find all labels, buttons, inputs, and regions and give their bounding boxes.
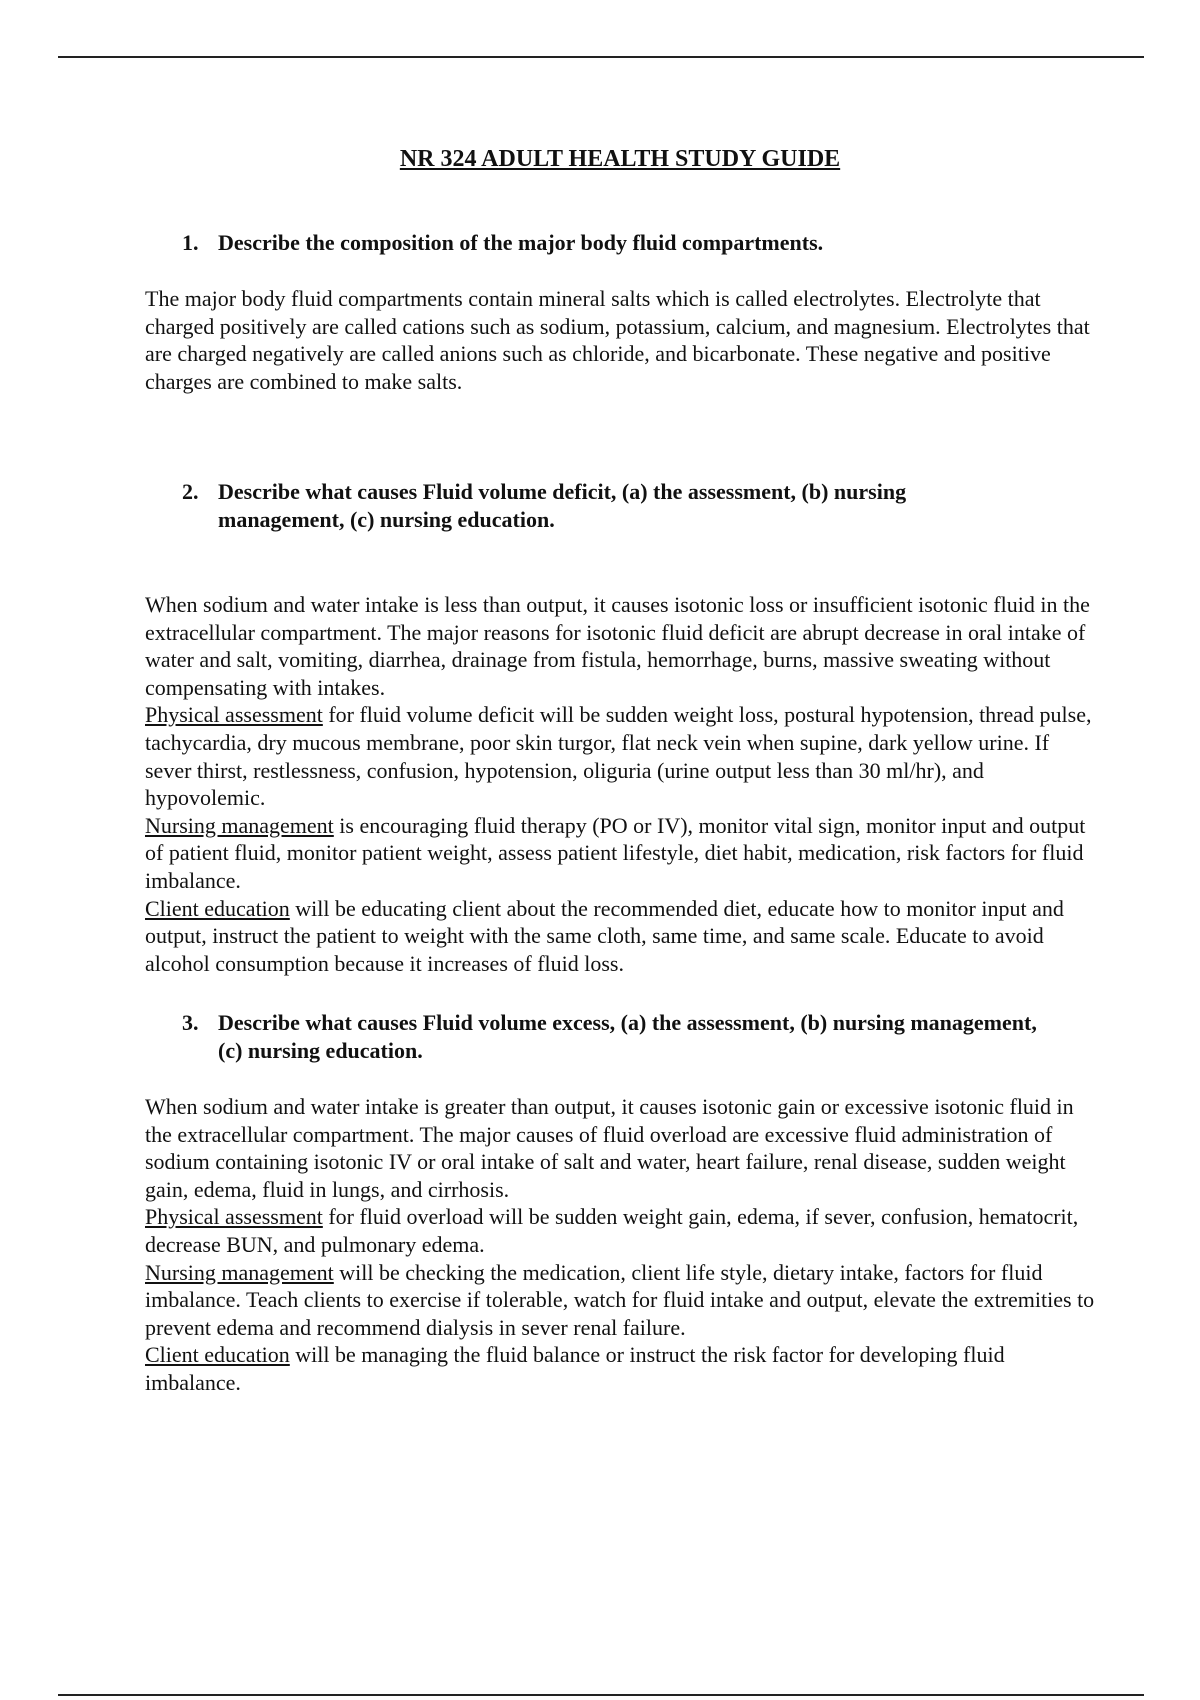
answer-2-physical xyxy=(145,701,1095,811)
question-2 xyxy=(182,478,1038,534)
nursing-management-text: is encouraging fluid therapy (PO or IV), monitor vital sign, monitor input and output of patient fluid, monitor patient weight, assess patient lifestyle, diet habit, medication, risk factors for fluid imbalance. xyxy=(145,812,1086,893)
bottom-rule xyxy=(58,1694,1144,1696)
physical-assessment-label: Physical assessment xyxy=(145,702,323,728)
physical-assessment-text: for fluid volume deficit will be sudden weight loss, postural hypotension, thread pulse, tachycardia, dry mucous membrane, poor skin turgor, flat neck vein when supine, dark yellow urine. If sever thirst, restlessness, confusion, hypotension, oliguria (urine output less than 30 ml/hr), and hypovolemic. xyxy=(145,702,1092,811)
client-education-label: Client education xyxy=(145,895,290,921)
answer-3-physical xyxy=(145,1203,1095,1258)
nursing-management-label: Nursing management xyxy=(145,1259,334,1285)
top-rule xyxy=(58,56,1144,58)
client-education-text: will be educating client about the recommended diet, educate how to monitor input and output, instruct the patient to weight with the same cloth, same time, and same scale. Educate to avoid alcohol consumption because it increases of fluid loss. xyxy=(145,895,1064,976)
nursing-management-label: Nursing management xyxy=(145,812,334,838)
answer-2-nursing xyxy=(145,812,1095,895)
question-3-text: Describe what causes Fluid volume excess, (a) the assessment, (b) nursing management, (c) nursing education. xyxy=(218,1010,1037,1063)
nursing-management-text: will be checking the medication, client life style, dietary intake, factors for fluid imbalance. Teach clients to exercise if tolerable, watch for fluid intake and output, elevate the extremities to prevent edema and recommend dialysis in sever renal failure. xyxy=(145,1259,1095,1340)
question-1-number: 1. xyxy=(182,230,199,255)
question-3 xyxy=(182,1009,1038,1065)
page-title: NR 324 ADULT HEALTH STUDY GUIDE xyxy=(399,146,841,172)
question-1 xyxy=(182,229,1038,257)
answer-2-client xyxy=(145,895,1095,978)
answer-2-intro: When sodium and water intake is less than output, it causes isotonic loss or insufficient isotonic fluid in the extracellular compartment. The major reasons for isotonic fluid deficit are abrupt decrease in oral intake of water and salt, vomiting, diarrhea, drainage from fistula, hemorrhage, burns, massive sweating without compensating with intakes. xyxy=(145,592,1090,700)
answer-1: The major body fluid compartments contain mineral salts which is called electrolytes. Electrolyte that charged positively are called cations such as sodium, potassium, calcium, and magnesium. Electrolytes that are charged negatively are called anions such as chloride, and bicarbonate. These negative and positive charges are combined to make salts. xyxy=(145,286,1090,394)
answer-3-intro: When sodium and water intake is greater than output, it causes isotonic gain or excessive isotonic fluid in the extracellular compartment. The major causes of fluid overload are excessive fluid administration of sodium containing isotonic IV or oral intake of salt and water, heart failure, renal disease, sudden weight gain, edema, fluid in lungs, and cirrhosis. xyxy=(145,1094,1074,1202)
client-education-label: Client education xyxy=(145,1342,290,1368)
question-1-text: Describe the composition of the major body fluid compartments. xyxy=(218,230,824,255)
answer-2 xyxy=(145,591,1095,977)
answer-3-client xyxy=(145,1341,1095,1396)
answer-3-nursing xyxy=(145,1259,1095,1342)
answer-3 xyxy=(145,1093,1095,1397)
question-2-text: Describe what causes Fluid volume deficit, (a) the assessment, (b) nursing management, (c) nursing education. xyxy=(218,479,907,532)
client-education-text: will be managing the fluid balance or instruct the risk factor for developing fluid imbalance. xyxy=(145,1342,1005,1395)
physical-assessment-text: for fluid overload will be sudden weight gain, edema, if sever, confusion, hematocrit, decrease BUN, and pulmonary edema. xyxy=(145,1204,1079,1257)
question-2-number: 2. xyxy=(182,479,199,504)
question-3-number: 3. xyxy=(182,1010,199,1035)
physical-assessment-label: Physical assessment xyxy=(145,1204,323,1230)
